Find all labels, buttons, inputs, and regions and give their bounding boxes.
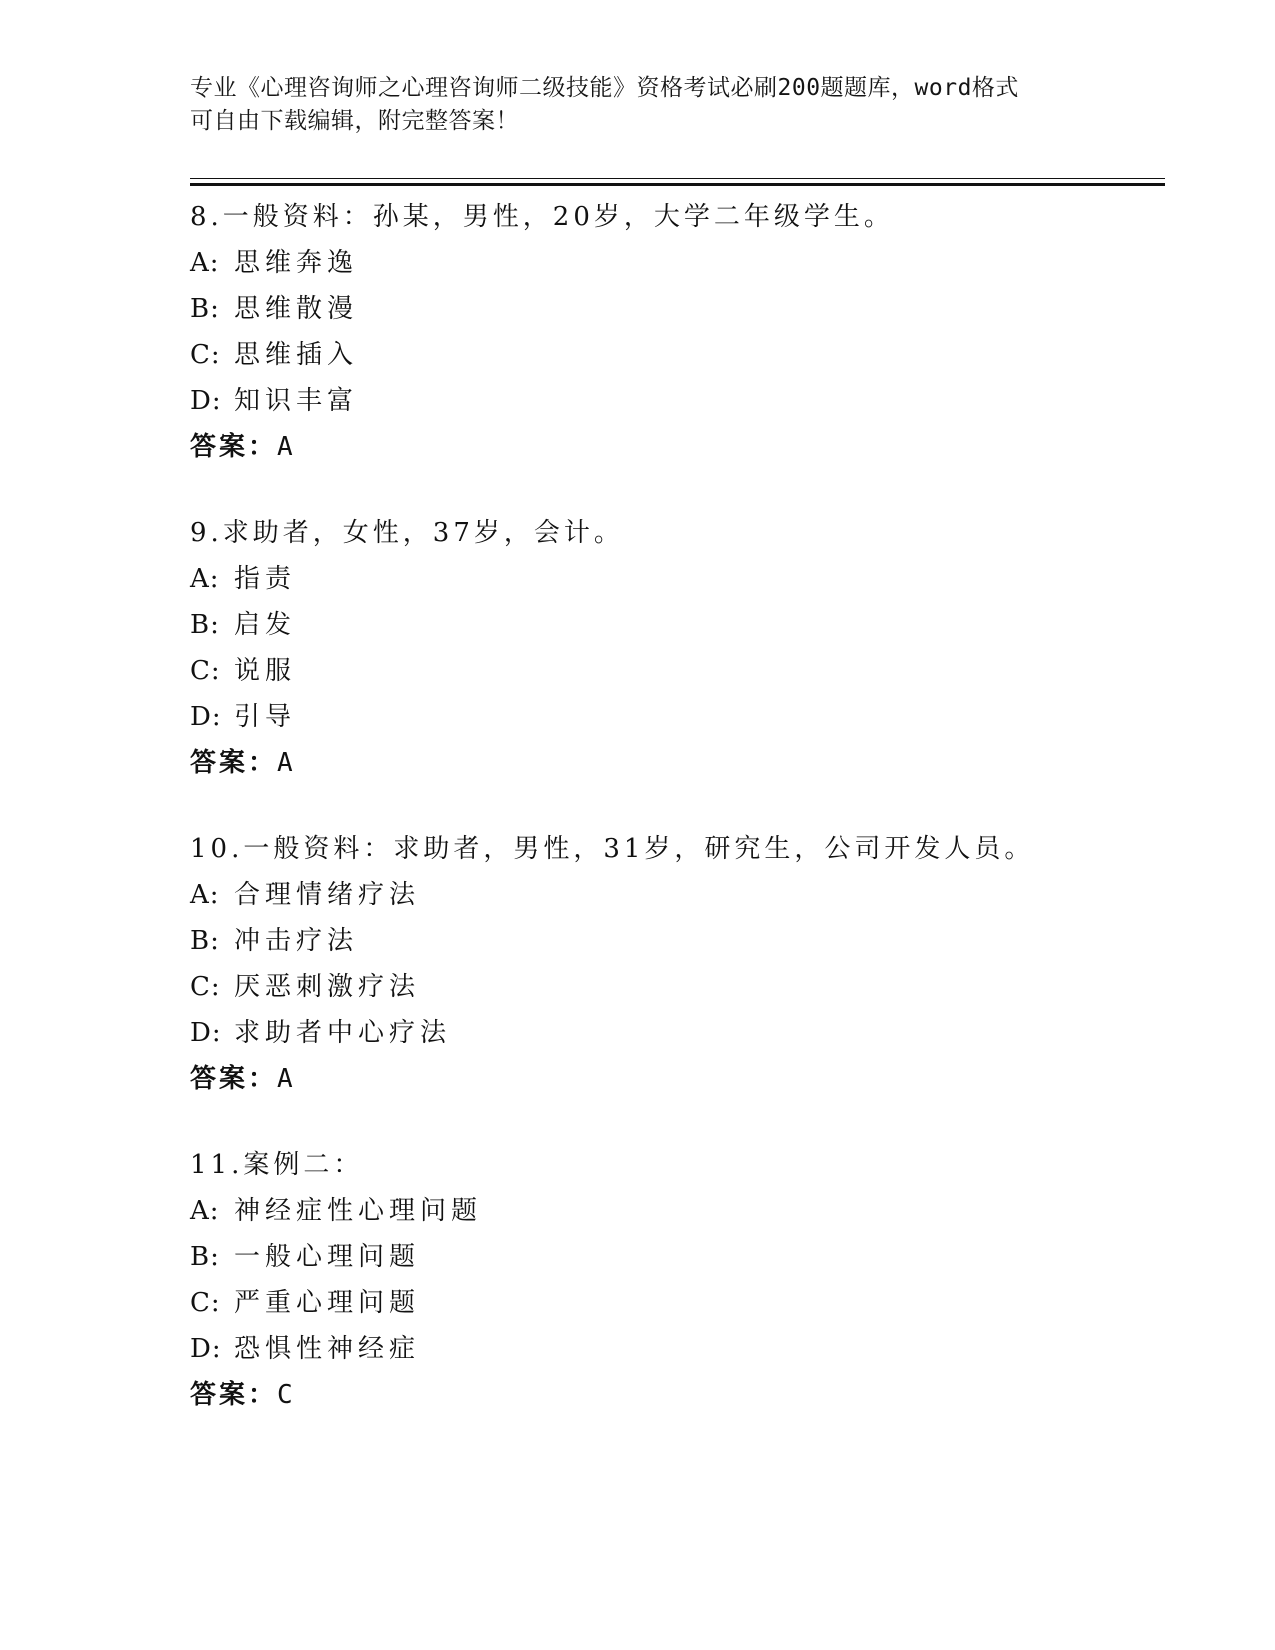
option-b xyxy=(190,286,1170,332)
question-8 xyxy=(190,194,1170,470)
option-text: 引导 xyxy=(234,702,297,732)
header-divider-thin xyxy=(190,178,1165,179)
option-a xyxy=(190,240,1170,286)
answer-value: A xyxy=(277,432,296,462)
option-text: 神经症性心理问题 xyxy=(234,1196,483,1226)
option-c xyxy=(190,964,1170,1010)
answer-line xyxy=(190,1372,1170,1418)
question-title: 10.一般资料：求助者，男性，31岁，研究生，公司开发人员。 xyxy=(190,834,1035,864)
question-10 xyxy=(190,826,1170,1102)
option-key: B: xyxy=(190,926,220,956)
option-text: 厌恶刺激疗法 xyxy=(234,972,421,1002)
answer-value: C xyxy=(277,1380,296,1410)
option-d xyxy=(190,1010,1170,1056)
option-key: A: xyxy=(190,248,220,278)
option-b xyxy=(190,602,1170,648)
option-text: 恐惧性神经症 xyxy=(234,1334,421,1364)
option-text: 知识丰富 xyxy=(234,386,359,416)
option-d xyxy=(190,378,1170,424)
answer-line xyxy=(190,424,1170,470)
option-d xyxy=(190,1326,1170,1372)
option-key: B: xyxy=(190,610,220,640)
option-text: 求助者中心疗法 xyxy=(234,1018,452,1048)
answer-label: 答案： xyxy=(190,1064,278,1094)
option-d xyxy=(190,694,1170,740)
option-key: B: xyxy=(190,294,220,324)
option-key: D: xyxy=(190,386,222,416)
option-text: 思维奔逸 xyxy=(234,248,359,278)
option-text: 启发 xyxy=(234,610,297,640)
answer-value: A xyxy=(277,748,296,778)
option-a xyxy=(190,1188,1170,1234)
option-c xyxy=(190,648,1170,694)
option-text: 指责 xyxy=(234,564,297,594)
header-title-line-2: 可自由下载编辑，附完整答案！ xyxy=(190,108,519,134)
question-title: 8.一般资料：孙某，男性，20岁，大学二年级学生。 xyxy=(190,202,894,232)
option-key: C: xyxy=(190,340,221,370)
option-text: 冲击疗法 xyxy=(234,926,359,956)
option-a xyxy=(190,872,1170,918)
document-header xyxy=(190,72,1090,138)
answer-label: 答案： xyxy=(190,748,278,778)
answer-value: A xyxy=(277,1064,296,1094)
option-text: 思维插入 xyxy=(234,340,359,370)
question-title: 11.案例二： xyxy=(190,1150,364,1180)
header-title-line-1: 专业《心理咨询师之心理咨询师二级技能》资格考试必刷200题题库，word格式 xyxy=(190,75,1019,101)
question-9 xyxy=(190,510,1170,786)
answer-line xyxy=(190,740,1170,786)
option-text: 严重心理问题 xyxy=(234,1288,421,1318)
option-key: A: xyxy=(190,880,220,910)
option-a xyxy=(190,556,1170,602)
question-list xyxy=(190,194,1170,1458)
option-key: A: xyxy=(190,564,220,594)
question-11 xyxy=(190,1142,1170,1418)
option-key: C: xyxy=(190,656,221,686)
answer-label: 答案： xyxy=(190,432,278,462)
answer-line xyxy=(190,1056,1170,1102)
option-text: 思维散漫 xyxy=(234,294,359,324)
option-key: B: xyxy=(190,1242,220,1272)
answer-label: 答案： xyxy=(190,1380,278,1410)
question-title: 9.求助者，女性，37岁，会计。 xyxy=(190,518,624,548)
option-key: A: xyxy=(190,1196,220,1226)
option-b xyxy=(190,918,1170,964)
option-c xyxy=(190,332,1170,378)
option-text: 合理情绪疗法 xyxy=(234,880,421,910)
header-divider-thick xyxy=(190,183,1165,186)
option-key: D: xyxy=(190,702,222,732)
option-b xyxy=(190,1234,1170,1280)
option-key: C: xyxy=(190,972,221,1002)
option-text: 一般心理问题 xyxy=(234,1242,421,1272)
option-key: D: xyxy=(190,1334,222,1364)
option-key: D: xyxy=(190,1018,222,1048)
option-text: 说服 xyxy=(234,656,297,686)
option-key: C: xyxy=(190,1288,221,1318)
option-c xyxy=(190,1280,1170,1326)
